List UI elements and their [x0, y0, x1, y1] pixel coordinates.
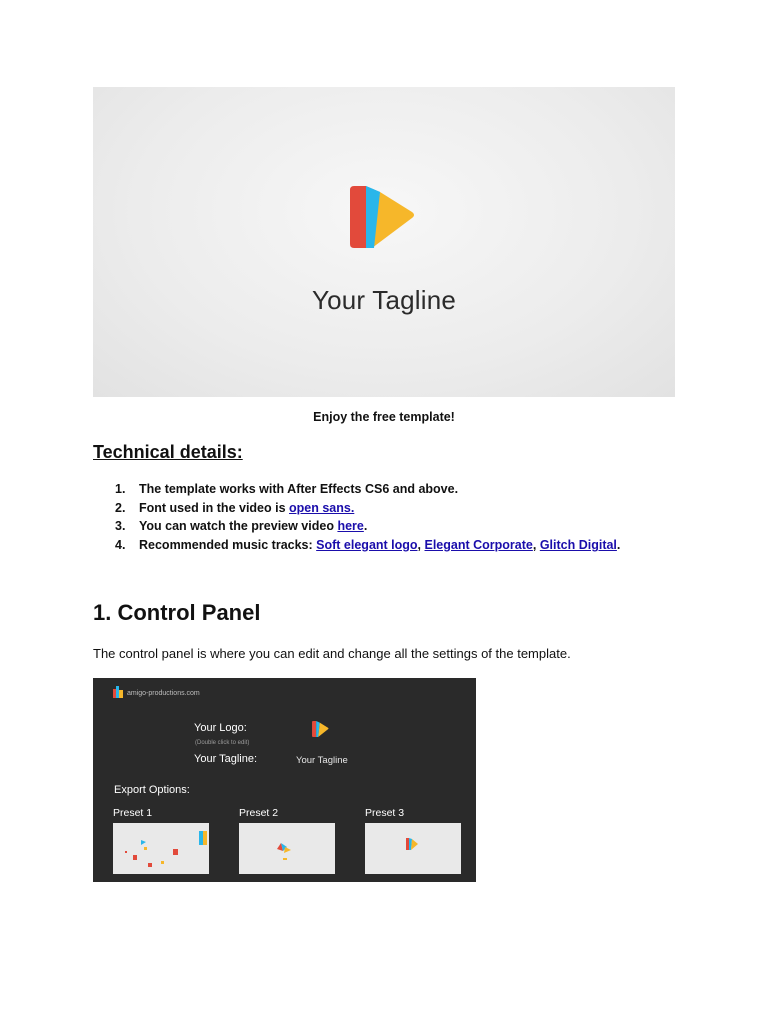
- tagline-label: Your Tagline:: [194, 753, 257, 765]
- technical-details-heading: Technical details:: [93, 442, 243, 462]
- control-panel-heading: 1. Control Panel: [93, 600, 261, 625]
- preset-1-label: Preset 1: [113, 807, 153, 819]
- list-item-text: Font used in the video is: [139, 500, 290, 515]
- hero-tagline: Your Tagline: [311, 285, 457, 315]
- list-item: [93, 517, 620, 536]
- logo-hint: (Double click to edit): [195, 740, 250, 746]
- list-item-text: Recommended music tracks:: [139, 538, 317, 553]
- list-item-number: 1.: [115, 482, 126, 496]
- preset-2-art: [239, 823, 335, 874]
- amigo-logo-icon: [113, 686, 123, 698]
- link[interactable]: here: [337, 519, 364, 534]
- preset-3-label: Preset 3: [365, 807, 405, 819]
- list-item-text: You can watch the preview video: [139, 519, 338, 534]
- brand-text: amigo-productions.com: [127, 690, 200, 697]
- preset-2-label: Preset 2: [239, 807, 279, 819]
- list-item-text: The template works with After Effects CS6 and above.: [139, 482, 459, 496]
- control-panel-description: The control panel is where you can edit and change all the settings of the template.: [93, 646, 571, 661]
- list-item-text: ,: [417, 538, 425, 553]
- panel-logo-icon[interactable]: [311, 720, 329, 738]
- link[interactable]: Elegant Corporate: [424, 538, 533, 553]
- list-item: [93, 536, 620, 555]
- list-item-text: ,: [532, 538, 540, 553]
- list-item: [93, 480, 620, 499]
- list-item-number: 2.: [115, 500, 126, 515]
- list-item-number: 3.: [115, 519, 126, 534]
- logo-label: Your Logo:: [194, 722, 247, 734]
- tagline-field[interactable]: Your Tagline: [296, 755, 348, 766]
- control-panel-screenshot: [93, 678, 476, 882]
- preset-1-thumbnail[interactable]: [113, 823, 209, 874]
- hero-caption: Enjoy the free template!: [313, 410, 455, 424]
- preset-3-thumbnail[interactable]: [365, 823, 461, 874]
- list-item-number: 4.: [115, 538, 126, 553]
- preset-1-art: [113, 823, 209, 874]
- link[interactable]: Soft elegant logo: [316, 538, 418, 553]
- list-item: [93, 499, 620, 518]
- technical-details-list: [93, 480, 620, 555]
- preset-3-art: [365, 823, 461, 874]
- list-item-text: .: [363, 519, 368, 534]
- link[interactable]: Glitch Digital: [539, 538, 617, 553]
- list-item-text: .: [616, 538, 621, 553]
- export-options-label: Export Options:: [114, 784, 190, 796]
- play-logo-icon: [346, 182, 416, 252]
- link[interactable]: open sans.: [289, 500, 355, 515]
- preset-2-thumbnail[interactable]: [239, 823, 335, 874]
- hero-image: [93, 87, 675, 397]
